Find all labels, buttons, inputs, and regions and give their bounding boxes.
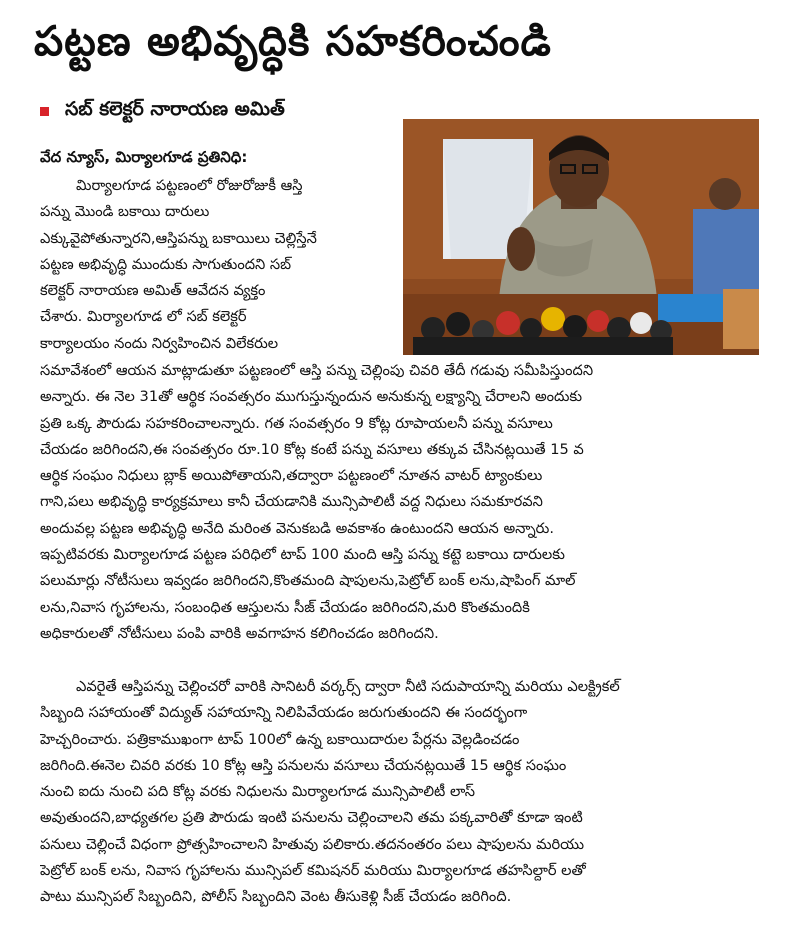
text-line: కలెక్టర్ నారాయణ అమిత్ ఆవేదన వ్యక్తం: [40, 282, 266, 300]
text-line: పాటు మున్సిపల్ సిబ్బందిని, పోలీస్ సిబ్బందిని వెంట తీసుకెళ్లి సీజ్ చేయడం జరిగింది.: [40, 888, 512, 906]
text-line: చేశారు. మిర్యాలగూడ లో సబ్ కలెక్టర్: [40, 308, 247, 326]
text-line: ప్రతి ఒక్క పౌరుడు సహకరించాలన్నారు. గత సంవత్సరం 9 కోట్ల రూపాయలనీ పన్ను వసూలు: [40, 414, 553, 432]
subheadline: సబ్ కలెక్టర్ నారాయణ అమిత్: [65, 97, 285, 120]
article-paragraph-2: [40, 674, 758, 911]
text-line: పన్ను మొండి బకాయి దారులు: [40, 203, 210, 221]
news-photo: [403, 119, 759, 355]
headline: పట్టణ అభివృద్ధికి సహకరించండి: [34, 17, 552, 65]
text-line: అధికారులతో నోటీసులు పంపి వారికి అవగాహన కలిగించడం జరిగిందని.: [40, 624, 439, 642]
text-line: ఎక్కువైపోతున్నారని,ఆస్తిపన్ను బకాయిలు చెల్లిస్తేనే: [40, 229, 317, 247]
text-line: హెచ్చరించారు. పత్రికాముఖంగా టాప్ 100లో ఉన్న బకాయిదారుల పేర్లను వెల్లడించడం: [40, 730, 520, 748]
text-line: జరిగింది.ఈనెల చివరి వరకు 10 కోట్ల ఆస్తి పనులను వసూలు చేయనట్లయితే 15 ఆర్థిక సంఘం: [40, 756, 567, 774]
text-line: అందువల్ల పట్టణ అభివృద్ధి అనేది మరింత వెనుకబడి అవకాశం ఉంటుందని ఆయన అన్నారు.: [40, 519, 554, 537]
subheadline-row: [40, 96, 285, 126]
text-line: సిబ్బంది సహాయంతో విద్యుత్ సహాయాన్ని నిలిపివేయడం జరుగుతుందని ఈ సందర్భంగా: [40, 704, 528, 722]
text-line: కార్యాలయం నందు నిర్వహించిన విలేకరుల: [40, 334, 279, 352]
text-line: పలుమార్లు నోటీసులు ఇవ్వడం జరిగిందని,కొంతమంది షాపులను,పెట్రోల్ బంక్ లను,షాపింగ్ మాల్: [40, 572, 576, 590]
article-paragraph-1-continued: [40, 358, 758, 647]
text-line: మిర్యాలగూడ పట్టణంలో రోజురోజుకీ ఆస్తి: [76, 177, 303, 194]
text-line: చేయడం జరిగిందని,ఈ సంవత్సరం రూ.10 కోట్ల కంటే పన్ను వసూలు తక్కువ చేసినట్లయితే 15 వ: [40, 440, 584, 458]
dateline: వేద న్యూస్, మిర్యాలగూడ ప్రతినిధి:: [40, 148, 248, 166]
text-line: అవుతుందని,బాధ్యతగల ప్రతి పౌరుడు ఇంటి పనులను చెల్లించాలని తమ పక్కవారితో కూడా ఇంటి: [40, 809, 583, 827]
text-line: లను,నివాస గృహాలను, సంబంధిత ఆస్తులను సీజ్ చేయడం జరిగిందని,మరి కొంతమందికి: [40, 598, 530, 616]
text-line: ఇప్పటివరకు మిర్యాలగూడ పట్టణ పరిధిలో టాప్ 100 మంది ఆస్తి పన్ను కట్టె బకాయి దారులకు: [40, 546, 565, 564]
text-line: పెట్రోల్ బంక్ లను, నివాస గృహాలను మున్సిపల్ కమిషనర్ మరియు మిర్యాలగూడ తహసిల్దార్ లతో: [40, 862, 586, 880]
press-meet-photo-illustration: [403, 119, 759, 355]
text-line: పట్టణ అభివృద్ధి ముందుకు సాగుతుందని సబ్: [40, 255, 292, 273]
text-line: నుంచి ఐదు నుంచి పది కోట్ల వరకు నిధులను మిర్యాలగూడ మున్సిపాలిటీ లాస్: [40, 783, 476, 801]
text-line: పనులు చెల్లించే విధంగా ప్రోత్సహించాలని హితువు పలికారు.తదనంతరం పలు షాపులను మరియు: [40, 835, 584, 853]
text-line: ఆర్థిక సంఘం నిధులు బ్లాక్ అయిపోతాయని,తద్వారా పట్టణంలో నూతన వాటర్ ట్యాంకులు: [40, 467, 543, 485]
text-line: గాని,పలు అభివృద్ధి కార్యక్రమాలు కానీ చేయడానికి మున్సిపాలిటీ వద్ద నిధులు సమకూరవని: [40, 493, 543, 511]
text-line: అన్నారు. ఈ నెల 31తో ఆర్థిక సంవత్సరం ముగుస్తున్నందున అనుకున్న లక్ష్యాన్ని చేరాలని అందుకు: [40, 388, 583, 406]
red-square-bullet-icon: [40, 107, 49, 116]
article-paragraph-1-column: [40, 173, 392, 357]
text-line: సమావేశంలో ఆయన మాట్లాడుతూ పట్టణంలో ఆస్తి పన్ను చెల్లింపు చివరి తేదీ గడువు సమీపిస్తుందని: [40, 362, 594, 379]
text-line: ఎవరైతే ఆస్తిపన్ను చెల్లించరో వారికి సానిటరీ వర్కర్స్ ద్వారా నీటి సదుపాయాన్ని మరియు ఎలక్ట్రికల్: [76, 678, 620, 695]
